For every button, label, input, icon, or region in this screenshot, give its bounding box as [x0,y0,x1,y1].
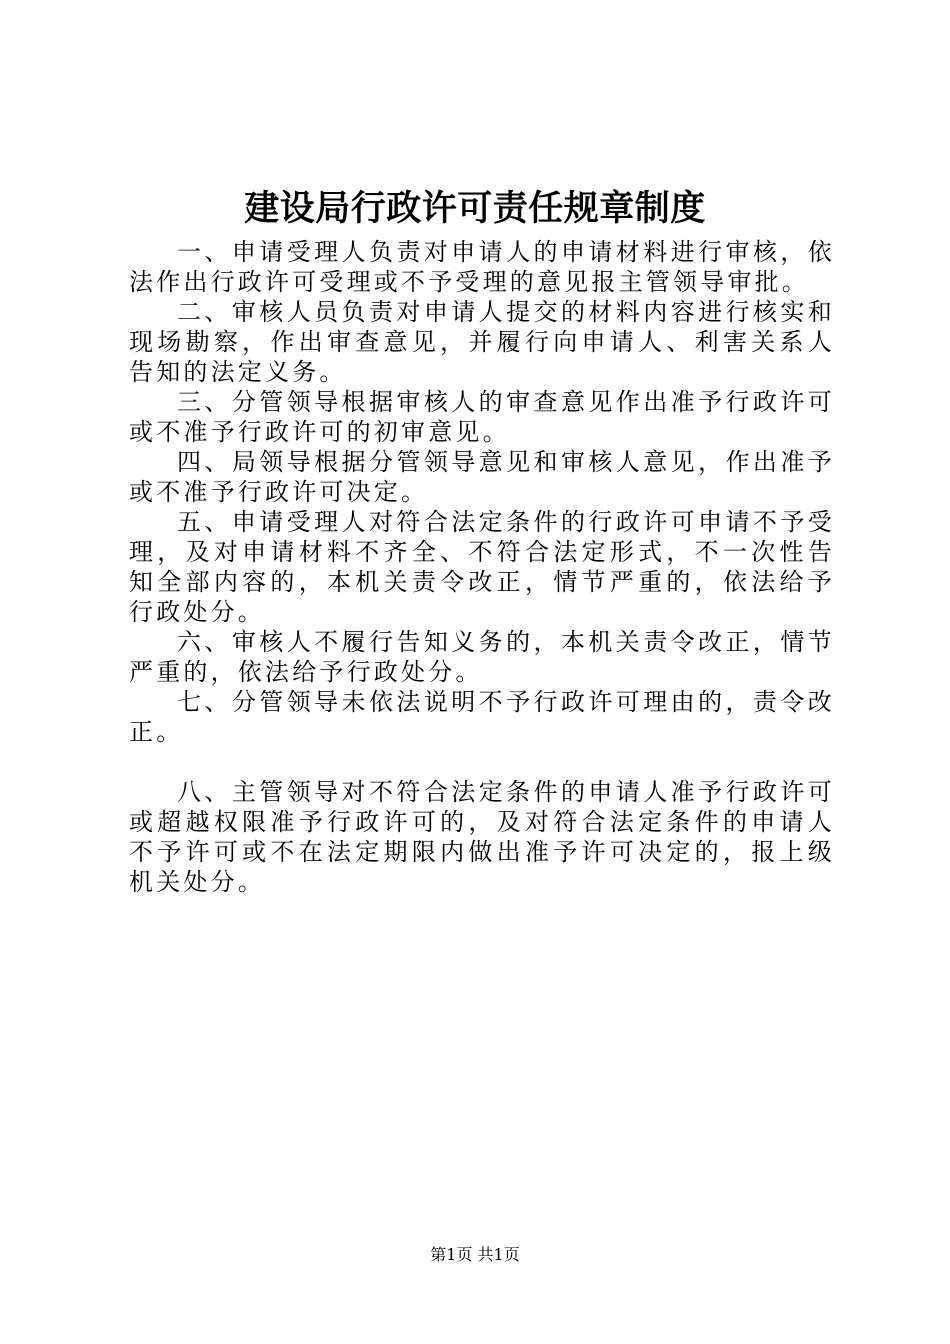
paragraph-7: 七、分管领导未依法说明不予行政许可理由的，责令改正。 [129,688,835,746]
document-title: 建设局行政许可责任规章制度 [244,188,706,229]
page-footer: 第1页 共1页 [430,1245,520,1264]
paragraph-2: 二、审核人员负责对申请人提交的材料内容进行核实和现场勘察，作出审查意见，并履行向申请人、利害关系人告知的法定义务。 [129,298,835,386]
paragraph-6: 六、审核人不履行告知义务的，本机关责令改正，情节严重的，依法给予行政处分。 [129,628,835,686]
paragraph-5: 五、申请受理人对符合法定条件的行政许可申请不予受理，及对申请材料不齐全、不符合法定形式，不一次性告知全部内容的，本机关责令改正，情节严重的，依法给予行政处分。 [129,508,835,626]
paragraph-4: 四、局领导根据分管领导意见和审核人意见，作出准予或不准予行政许可决定。 [129,448,835,506]
document-body [129,237,835,897]
paragraph-8: 八、主管领导对不符合法定条件的申请人准予行政许可或超越权限准予行政许可的，及对符合法定条件的申请人不予许可或不在法定期限内做出准予许可决定的，报上级机关处分。 [129,778,835,896]
paragraph-3: 三、分管领导根据审核人的审查意见作出准予行政许可或不准予行政许可的初审意见。 [129,388,835,446]
paragraph-1: 一、申请受理人负责对申请人的申请材料进行审核，依法作出行政许可受理或不予受理的意见报主管领导审批。 [129,238,835,296]
